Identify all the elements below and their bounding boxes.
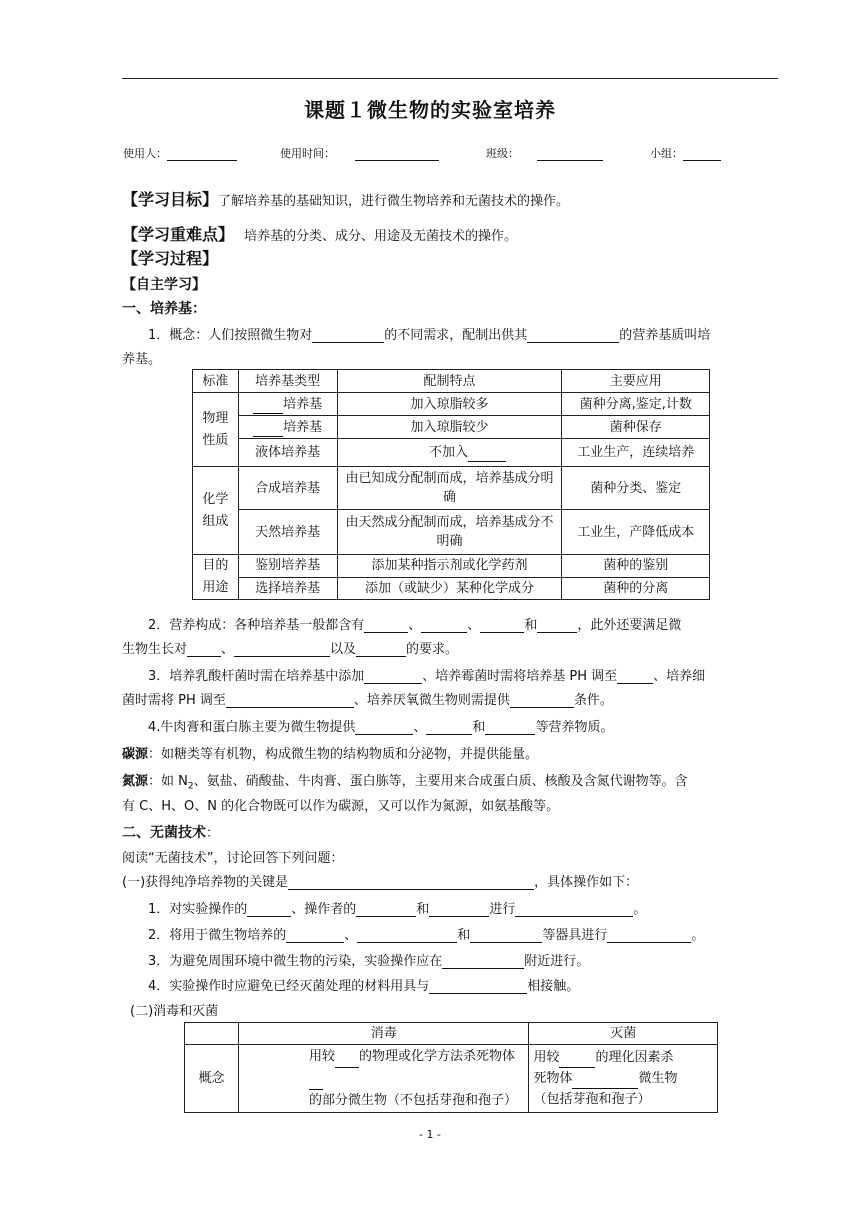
table-cell: 选择培养基: [238, 577, 337, 600]
blank[interactable]: [364, 620, 408, 633]
blank[interactable]: [527, 330, 619, 343]
page-number: - 1 -: [419, 1128, 441, 1141]
goals-heading: 【学习目标】: [122, 190, 219, 209]
header-cell: 灭菌: [529, 1023, 718, 1045]
table-cell: 加入琼脂较少: [337, 416, 562, 439]
step1-line: 1．对实验操作的 、操作者的 和 进行 。: [148, 902, 647, 917]
table-cell: 鉴别培养基: [238, 555, 337, 578]
section2-intro: 阅读“无菌技术”，讨论回答下列问题：: [122, 851, 344, 866]
blank[interactable]: [187, 644, 221, 657]
keypoints-line: [122, 222, 782, 245]
blank[interactable]: [617, 671, 653, 684]
table-cell: 菌种的分离: [562, 577, 710, 600]
table-cell: 天然培养基: [238, 510, 337, 555]
header-cell: 消毒: [239, 1023, 529, 1045]
concept-text-c: 的营养基质叫培: [619, 328, 711, 343]
table-cell: 工业生产，连续培养: [562, 439, 710, 467]
blank[interactable]: [356, 904, 416, 917]
keypoints-heading: 【学习重难点】: [122, 225, 235, 244]
table-cell: 由已知成分配制而成，培养基成分明确: [337, 467, 562, 510]
blank[interactable]: [510, 695, 574, 708]
blank[interactable]: [485, 722, 535, 735]
page-title: 课题１微生物的实验室培养: [304, 98, 556, 122]
blank[interactable]: [288, 877, 534, 890]
blank[interactable]: [429, 981, 527, 994]
group-cell: 化学组成: [193, 467, 239, 555]
q1-line: (一)获得纯净培养物的关键是 ，具体操作如下：: [122, 875, 639, 890]
table-cell: 合成培养基: [238, 467, 337, 510]
section1-heading: 一、培养基：: [122, 301, 206, 317]
table-cell: 由天然成分配制而成，培养基成分不明确: [337, 510, 562, 555]
class-label: 班级：: [486, 147, 519, 160]
header-cell: 主要应用: [562, 370, 710, 393]
table-cell: 工业生，产降低成本: [562, 510, 710, 555]
table-cell: 菌种的鉴别: [562, 555, 710, 578]
blank[interactable]: [480, 620, 524, 633]
blank[interactable]: [234, 644, 330, 657]
table-cell: 培养基: [238, 416, 337, 439]
concept-line: [148, 324, 808, 343]
self-study-heading: 【自主学习】: [122, 277, 206, 293]
blank[interactable]: [426, 722, 472, 735]
time-field[interactable]: [280, 145, 439, 161]
group-label: 小组：: [650, 147, 683, 160]
blank[interactable]: [364, 671, 422, 684]
step4-line: 4．实验操作时应避免已经灭菌处理的材料用具与 相接触。: [148, 979, 580, 994]
section2-heading: 二、无菌技术：: [122, 825, 220, 841]
nitrogen-line-2: 有 C、H、O、N 的化合物既可以作为碳源，又可以作为氮源，如氨基酸等。: [122, 799, 560, 814]
item3-line: 3．培养乳酸杆菌时需在培养基中添加 、培养霉菌时需将培养基 PH 调至 、培养细: [148, 669, 706, 684]
table-cell: 添加（或缺少）某种化学成分: [337, 577, 562, 600]
table-cell: 菌种分类、鉴定: [562, 467, 710, 510]
blank[interactable]: [421, 620, 467, 633]
class-field[interactable]: [486, 145, 603, 161]
blank[interactable]: [607, 930, 691, 943]
blank[interactable]: [226, 695, 354, 708]
time-label: 使用时间：: [280, 147, 335, 160]
header-rule: [122, 78, 778, 79]
q2-line: (二)消毒和灭菌: [130, 1004, 219, 1019]
group-cell: 物理性质: [193, 393, 239, 467]
user-field[interactable]: [123, 145, 237, 161]
goals-line: [122, 187, 782, 210]
item3-line-2: 菌时需将 PH 调至 、培养厌氧微生物则需提供 条件。: [122, 693, 613, 708]
table-cell: 加入琼脂较多: [337, 393, 562, 416]
item2-line: 2．营养构成：各种培养基一般都含有 、 、 和 ，此外还要满足微: [148, 618, 682, 633]
user-label: 使用人：: [123, 147, 167, 160]
table-cell: 添加某种指示剂或化学药剂: [337, 555, 562, 578]
blank[interactable]: [442, 956, 524, 969]
row-label-cell: 概念: [185, 1045, 239, 1113]
table-cell: 用较 的物理或化学方法杀死物体 的部分微生物（不包括芽孢和孢子）: [239, 1045, 529, 1113]
blank[interactable]: [470, 930, 542, 943]
concept-line-2: 养基。: [122, 352, 162, 367]
blank[interactable]: [356, 644, 406, 657]
blank[interactable]: [537, 620, 577, 633]
concept-text-b: 的不同需求，配制出供其: [384, 328, 528, 343]
carbon-line: 碳源：如糖类等有机物，构成微生物的结构物质和分泌物，并提供能量。: [122, 747, 539, 762]
item2-line-2: 生物生长对 、 以及 的要求。: [122, 642, 459, 657]
table-cell: 菌种分离,鉴定,计数: [562, 393, 710, 416]
header-cell: 培养基类型: [238, 370, 337, 393]
keypoints-text: 培养基的分类、成分、用途及无菌技术的操作。: [244, 229, 518, 244]
blank[interactable]: [357, 930, 457, 943]
blank[interactable]: [247, 904, 291, 917]
step3-line: 3．为避免周围环境中微生物的污染，实验操作应在 附近进行。: [148, 954, 590, 969]
disinfect-table: [184, 1022, 718, 1113]
blank[interactable]: [355, 722, 413, 735]
table-cell: 菌种保存: [562, 416, 710, 439]
header-cell: 配制特点: [337, 370, 562, 393]
group-field[interactable]: [650, 145, 721, 161]
medium-table: [192, 369, 710, 600]
step2-line: 2．将用于微生物培养的 、 和 等器具进行 。: [148, 928, 705, 943]
table-cell: 液体培养基: [238, 439, 337, 467]
nitrogen-line: 氮源：如 $N_2$、氨盐、硝酸盐、牛肉膏、蛋白胨等，主要用来合成蛋白质、核酸及含氮代谢物等。含: [122, 774, 688, 792]
table-cell: 培养基: [238, 393, 337, 416]
blank[interactable]: [515, 904, 633, 917]
table-cell: 不加入: [337, 439, 562, 467]
corner-cell: [185, 1023, 239, 1045]
group-cell: 目的用途: [193, 555, 239, 600]
item4-line: 4.牛肉膏和蛋白胨主要为微生物提供 、 和 等营养物质。: [148, 720, 614, 735]
table-cell: 用较 的理化因素杀 死物体 微生物 （包括芽孢和孢子）: [529, 1045, 718, 1113]
goals-text: 了解培养基的基础知识，进行微生物培养和无菌技术的操作。: [218, 194, 570, 209]
concept-text-a: 1．概念：人们按照微生物对: [148, 328, 313, 343]
blank[interactable]: [429, 904, 489, 917]
header-cell: 标准: [193, 370, 239, 393]
blank[interactable]: [286, 930, 344, 943]
blank[interactable]: [312, 330, 384, 343]
process-heading: 【学习过程】: [122, 249, 219, 268]
